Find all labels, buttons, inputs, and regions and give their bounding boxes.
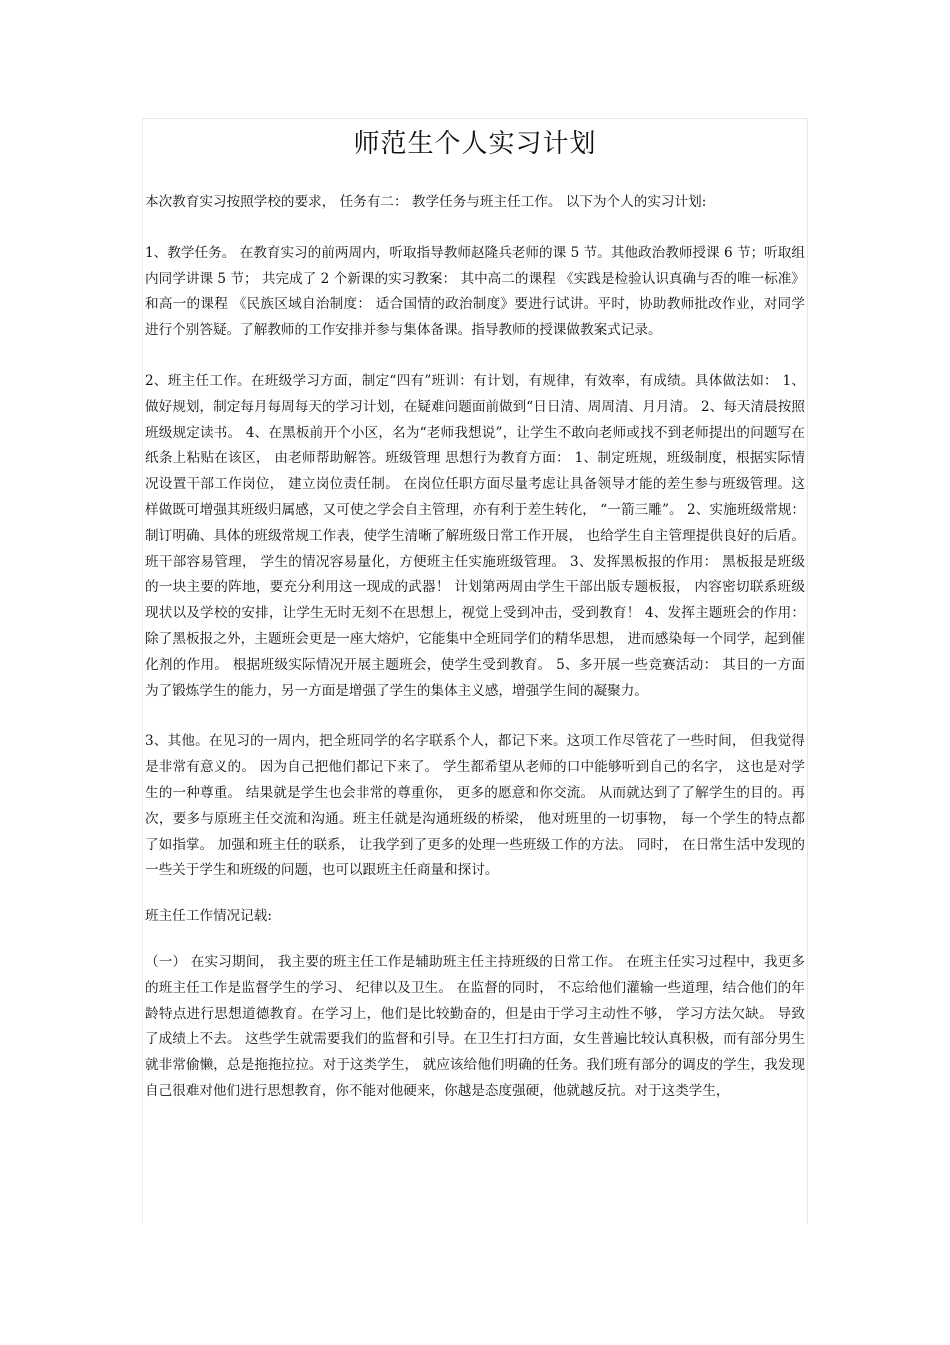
paragraph-teaching-task: 1、教学任务。 在教育实习的前两周内，听取指导教师赵隆兵老师的课 5 节。其他政治教师授课 6 节；听取组内同学讲课 5 节； 共完成了 2 个新课的实习教案： 其中高二的课程 《实践是检验认识真确与否的唯一标准》 和高一的课程 《民族区域自治制度： 适合国情的政治制度》要进行试讲。平时，协助教师批改作业，对同学进行个别答疑。了解教师的工作安排并参与集体备课。指导教师的授课做教案式记录。 <box>145 244 805 339</box>
paragraph-intro: 本次教育实习按照学校的要求， 任务有二： 教学任务与班主任工作。 以下为个人的实习计划: <box>145 194 707 210</box>
paragraph-class-teacher-work: 2、班主任工作。在班级学习方面，制定“四有”班训：有计划，有规律，有效率，有成绩。具体做法如： 1、做好规划，制定每月每周每天的学习计划，在疑难问题面前做到“日日清、周周清、月月清。 2、每天清晨按照班级规定读书。 4、在黑板前开个小区，名为“老师我想说”，让学生不敢向老师或找不到老师提出的问题写在纸条上粘贴在该区， 由老师帮助解答。班级管理 思想行为教育方面： 1、制定班规，班级制度，根据实际情况设置干部工作岗位， 建立岗位责任制。 在岗位任职方面尽量考虑让具备领导才能的差生参与班级管理。这样做既可增强其班级归属感，又可使之学会自主管理，亦有利于差生转化， “一箭三雕”。 2、实施班级常规： 制订明确、具体的班级常规工作表，使学生清晰了解班级日常工作开展， 也给学生自主管理提供良好的后盾。 班干部容易管理， 学生的情况容易量化，方便班主任实施班级管理。 3、发挥黑板报的作用： 黑板报是班级的一块主要的阵地，要充分利用这一现成的武器！ 计划第两周由学生干部出版专题板报， 内容密切联系班级现状以及学校的安排，让学生无时无刻不在思想上，视觉上受到冲击，受到教育！ 4、发挥主题班会的作用： 除了黑板报之外，主题班会更是一座大熔炉，它能集中全班同学们的精华思想， 进而感染每一个同学，起到催化剂的作用。 根据班级实际情况开展主题班会，使学生受到教育。 5、多开展一些竞赛活动： 其目的一方面为了锻炼学生的能力，另一方面是增强了学生的集体主义感，增强学生间的凝聚力。 <box>145 372 805 699</box>
paragraph-record-one: （一） 在实习期间， 我主要的班主任工作是辅助班主任主持班级的日常工作。 在班主任实习过程中，我更多的班主任工作是监督学生的学习、 纪律以及卫生。 在监督的同时， 不忘给他们灌输一些道理，结合他们的年龄特点进行思想道德教育。在学习上，他们是比较勤奋的，但是由于学习主动性不够， 学习方法欠缺。 导致了成绩上不去。 这些学生就需要我们的监督和引导。在卫生打扫方面，女生普遍比较认真积极，而有部分男生就非常偷懒，总是拖拖拉拉。对于这类学生， 就应该给他们明确的任务。我们班有部分的调皮的学生，我发现自己很难对他们进行思想教育，你不能对他硬来，你越是态度强硬，他就越反抗。对于这类学生， <box>145 953 805 1099</box>
paragraph-other: 3、其他。在见习的一周内，把全班同学的名字联系个人，都记下来。这项工作尽管花了一些时间， 但我觉得是非常有意义的。 因为自己把他们都记下来了。 学生都希望从老师的口中能够听到自己的名字， 这也是对学生的一种尊重。 结果就是学生也会非常的尊重你， 更多的愿意和你交流。 从而就达到了了解学生的目的。再次，要多与原班主任交流和沟通。班主任就是沟通班级的桥梁， 他对班里的一切事物， 每一个学生的特点都了如指掌。 加强和班主任的联系， 让我学到了更多的处理一些班级工作的方法。 同时， 在日常生活中发现的一些关于学生和班级的问题，也可以跟班主任商量和探讨。 <box>145 733 805 879</box>
document-title: 师范生个人实习计划 <box>353 129 597 159</box>
document-body <box>145 122 805 1130</box>
section-heading-records: 班主任工作情况记载: <box>145 908 272 925</box>
